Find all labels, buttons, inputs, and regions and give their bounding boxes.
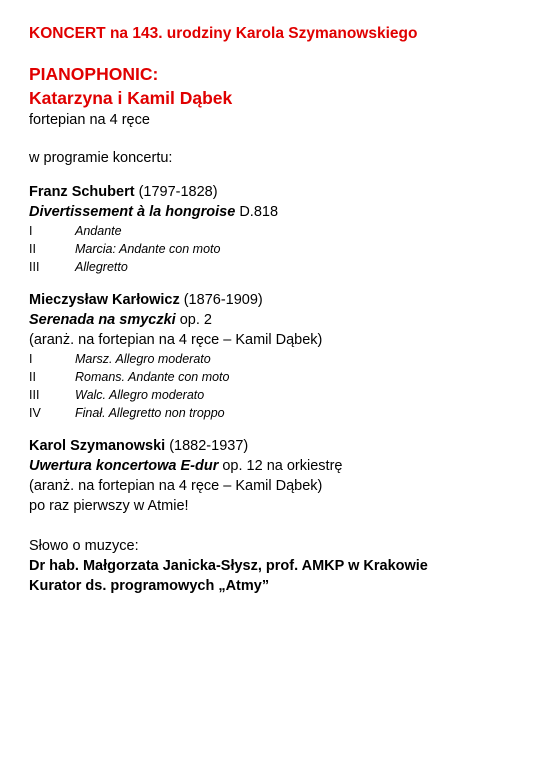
piece-szymanowski <box>29 436 519 516</box>
lecture-block <box>29 536 519 596</box>
movement-number: II <box>29 242 36 256</box>
movement-number: III <box>29 388 40 402</box>
movement <box>29 350 519 368</box>
program-intro: w programie koncertu: <box>29 150 173 166</box>
composer-name: Karol Szymanowski <box>29 438 166 454</box>
work-catalog: op. 2 <box>175 312 212 328</box>
work-catalog: D.818 <box>235 204 279 220</box>
movement <box>29 240 519 258</box>
work-title-line <box>29 202 519 222</box>
movement-name: Andante <box>75 224 122 238</box>
movement-number: IV <box>29 406 41 420</box>
movement-name: Marcia: Andante con moto <box>75 242 221 256</box>
movement-name: Walc. Allegro moderato <box>75 388 205 402</box>
arrangement-note: (aranż. na fortepian na 4 ręce – Kamil Dąbek) <box>29 478 323 494</box>
lecture-intro: Słowo o muzyce: <box>29 538 139 554</box>
speaker-name: Dr hab. Małgorzata Janicka-Słysz, prof. AMKP w Krakowie <box>29 558 428 574</box>
composer-dates: (1797-1828) <box>134 184 218 200</box>
movement <box>29 386 519 404</box>
movement-name: Allegretto <box>75 260 128 274</box>
composer-name: Mieczysław Karłowicz <box>29 292 180 308</box>
work-catalog: op. 12 na orkiestrę <box>218 458 343 474</box>
movement-name: Marsz. Allegro moderato <box>75 352 211 366</box>
movement <box>29 404 519 422</box>
movement <box>29 368 519 386</box>
movement-number: II <box>29 370 36 384</box>
composer-line <box>29 182 519 202</box>
composer-line <box>29 290 519 310</box>
composer-dates: (1876-1909) <box>179 292 263 308</box>
movement-name: Finał. Allegretto non troppo <box>75 406 225 420</box>
instrumentation: fortepian na 4 ręce <box>29 112 150 128</box>
piece-schubert <box>29 182 519 276</box>
work-title-line <box>29 456 519 476</box>
movement-name: Romans. Andante con moto <box>75 370 230 384</box>
movement-number: III <box>29 260 40 274</box>
composer-line <box>29 436 519 456</box>
ensemble-block <box>29 62 519 110</box>
movement <box>29 222 519 240</box>
composer-dates: (1882-1937) <box>165 438 249 454</box>
premiere-note: po raz pierwszy w Atmie! <box>29 498 189 514</box>
work-title-line <box>29 310 519 330</box>
work-title: Uwertura koncertowa E-dur <box>29 458 219 474</box>
performers-name: Katarzyna i Kamil Dąbek <box>29 88 233 108</box>
speaker-role: Kurator ds. programowych „Atmy” <box>29 578 270 594</box>
work-title: Serenada na smyczki <box>29 312 176 328</box>
movement-number: I <box>29 352 33 366</box>
work-title: Divertissement à la hongroise <box>29 204 236 220</box>
movement-number: I <box>29 224 33 238</box>
movement <box>29 258 519 276</box>
piece-karlowicz <box>29 290 519 422</box>
arrangement-note: (aranż. na fortepian na 4 ręce – Kamil Dąbek) <box>29 332 323 348</box>
concert-title: KONCERT na 143. urodziny Karola Szymanowskiego <box>29 25 418 42</box>
ensemble-name: PIANOPHONIC: <box>29 64 159 84</box>
concert-program-page <box>29 24 519 596</box>
composer-name: Franz Schubert <box>29 184 135 200</box>
